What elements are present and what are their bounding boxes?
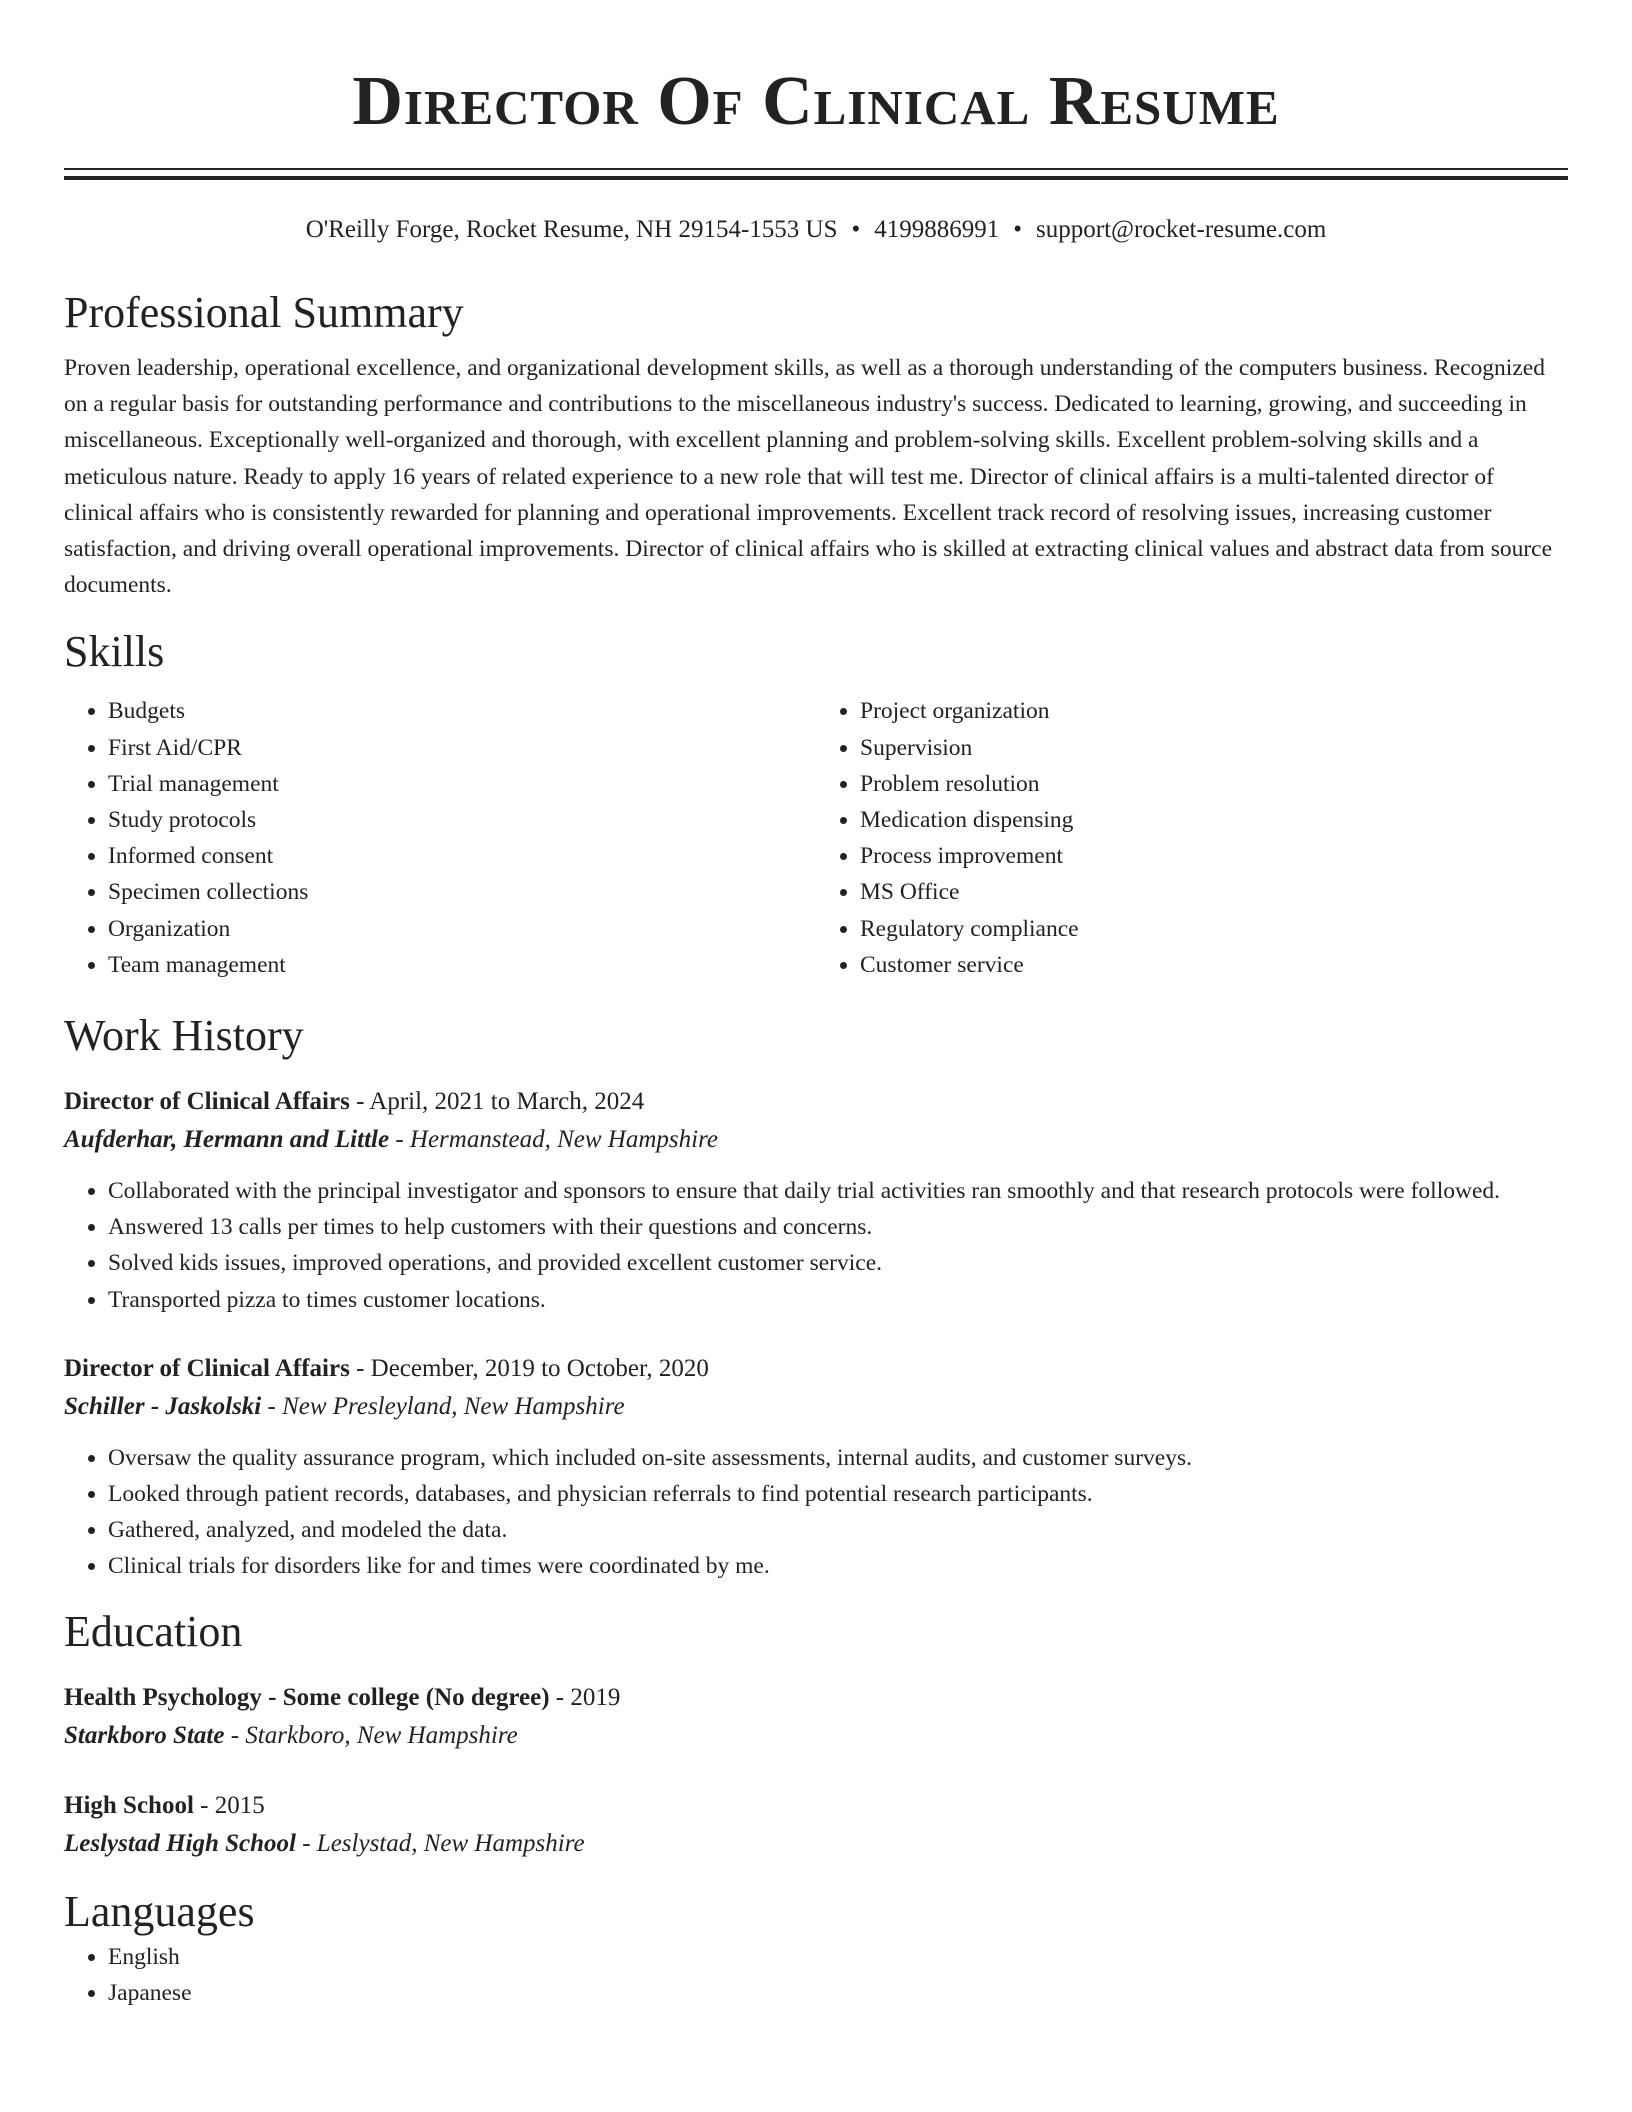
education-school-line bbox=[64, 1825, 1568, 1863]
job-duty: • Transported pizza to times customer locations. bbox=[108, 1282, 1568, 1318]
education-location: - Leslystad, New Hampshire bbox=[295, 1829, 585, 1857]
summary-text: Proven leadership, operational excellence, and organizational development skills, as well as a thorough understanding of the computers business. Recognized on a regular basis for outstanding performance and contributions to the miscellaneous industry's success. Dedicated to learning, growing, and succeeding in miscellaneous. Exceptionally well-organized and thorough, with excellent planning and problem-solving skills. Excellent problem-solving skills and a meticulous nature. Ready to apply 16 years of related experience to a new role that will test me. Director of clinical affairs is a multi-talented director of clinical affairs who is consistently rewarded for planning and operational improvements. Excellent track record of resolving issues, increasing customer satisfaction, and driving overall operational improvements. Director of clinical affairs who is skilled at extracting clinical values and abstract data from source documents. bbox=[64, 355, 1553, 599]
education-header bbox=[64, 1679, 1568, 1717]
job-dates: - December, 2019 to October, 2020 bbox=[349, 1354, 709, 1382]
education-degree: Health Psychology - Some college (No degree) bbox=[64, 1683, 550, 1711]
skills-columns bbox=[64, 693, 1568, 983]
education-degree: High School bbox=[64, 1791, 194, 1819]
job-entry bbox=[64, 1083, 1568, 1318]
skill-item: • Customer service bbox=[860, 947, 1568, 983]
skill-item: • First Aid/CPR bbox=[108, 730, 816, 766]
skill-item: • Supervision bbox=[860, 730, 1568, 766]
contact-email: support@rocket-resume.com bbox=[1036, 216, 1327, 243]
job-duty: • Gathered, analyzed, and modeled the data. bbox=[108, 1512, 1568, 1548]
skill-item: • Budgets bbox=[108, 693, 816, 729]
skill-item: • Process improvement bbox=[860, 838, 1568, 874]
job-entry bbox=[64, 1350, 1568, 1585]
job-company: Aufderhar, Hermann and Little bbox=[64, 1126, 390, 1154]
skill-item: • Trial management bbox=[108, 766, 816, 802]
education-year: - 2019 bbox=[549, 1683, 621, 1711]
skill-item: • MS Office bbox=[860, 874, 1568, 910]
job-header bbox=[64, 1083, 1568, 1121]
job-duty: • Answered 13 calls per times to help customers with their questions and concerns. bbox=[108, 1209, 1568, 1245]
languages-heading: Languages bbox=[64, 1886, 255, 1936]
job-title: Director of Clinical Affairs bbox=[64, 1088, 350, 1116]
education-heading: Education bbox=[64, 1606, 243, 1656]
contact-separator: • bbox=[1013, 216, 1023, 243]
skill-item: • Problem resolution bbox=[860, 766, 1568, 802]
job-header bbox=[64, 1350, 1568, 1388]
resume-title: Director Of Clinical Resume bbox=[352, 63, 1280, 140]
job-location: - Hermanstead, New Hampshire bbox=[389, 1126, 718, 1154]
education-header bbox=[64, 1787, 1568, 1825]
skills-list-left bbox=[64, 693, 816, 983]
skill-item: • Regulatory compliance bbox=[860, 911, 1568, 947]
education-year: - 2015 bbox=[193, 1791, 265, 1819]
skill-item: • Informed consent bbox=[108, 838, 816, 874]
job-duty: • Looked through patient records, databases, and physician referrals to find potential research participants. bbox=[108, 1476, 1568, 1512]
skill-item: • Medication dispensing bbox=[860, 802, 1568, 838]
job-company-line bbox=[64, 1388, 1568, 1426]
skill-item: • Specimen collections bbox=[108, 874, 816, 910]
education-school-line bbox=[64, 1717, 1568, 1755]
job-duty: • Oversaw the quality assurance program, which included on-site assessments, internal audits, and customer surveys. bbox=[108, 1440, 1568, 1476]
education-location: - Starkboro, New Hampshire bbox=[224, 1721, 518, 1749]
job-location: - New Presleyland, New Hampshire bbox=[261, 1392, 625, 1420]
language-item: • Japanese bbox=[108, 1975, 1568, 2011]
job-company-line bbox=[64, 1121, 1568, 1159]
job-duties bbox=[64, 1440, 1568, 1585]
languages-list bbox=[64, 1939, 1568, 2011]
contact-phone: 4199886991 bbox=[874, 216, 1000, 243]
title-divider-thin bbox=[64, 168, 1568, 170]
education-entry bbox=[64, 1679, 1568, 1755]
skill-item: • Organization bbox=[108, 911, 816, 947]
job-duty: • Clinical trials for disorders like for and times were coordinated by me. bbox=[108, 1548, 1568, 1584]
job-duty: • Collaborated with the principal investigator and sponsors to ensure that daily trial activities ran smoothly and that research protocols were followed. bbox=[108, 1173, 1568, 1209]
work-history-heading: Work History bbox=[64, 1011, 304, 1061]
language-item: • English bbox=[108, 1939, 1568, 1975]
job-duties bbox=[64, 1173, 1568, 1318]
skills-heading: Skills bbox=[64, 627, 165, 677]
contact-line bbox=[64, 214, 1568, 246]
education-school: Leslystad High School bbox=[64, 1829, 296, 1857]
skill-item: • Study protocols bbox=[108, 802, 816, 838]
job-company: Schiller - Jaskolski bbox=[64, 1392, 262, 1420]
skill-item: • Team management bbox=[108, 947, 816, 983]
contact-separator: • bbox=[851, 216, 861, 243]
education-entry bbox=[64, 1787, 1568, 1863]
title-divider-thick bbox=[64, 176, 1568, 180]
job-dates: - April, 2021 to March, 2024 bbox=[349, 1088, 645, 1116]
job-title: Director of Clinical Affairs bbox=[64, 1354, 350, 1382]
skills-list-right bbox=[816, 693, 1568, 983]
skill-item: • Project organization bbox=[860, 693, 1568, 729]
summary-heading: Professional Summary bbox=[64, 288, 464, 337]
contact-address: O'Reilly Forge, Rocket Resume, NH 29154-1553 US bbox=[305, 216, 838, 243]
education-school: Starkboro State bbox=[64, 1721, 225, 1749]
job-duty: • Solved kids issues, improved operations, and provided excellent customer service. bbox=[108, 1245, 1568, 1281]
